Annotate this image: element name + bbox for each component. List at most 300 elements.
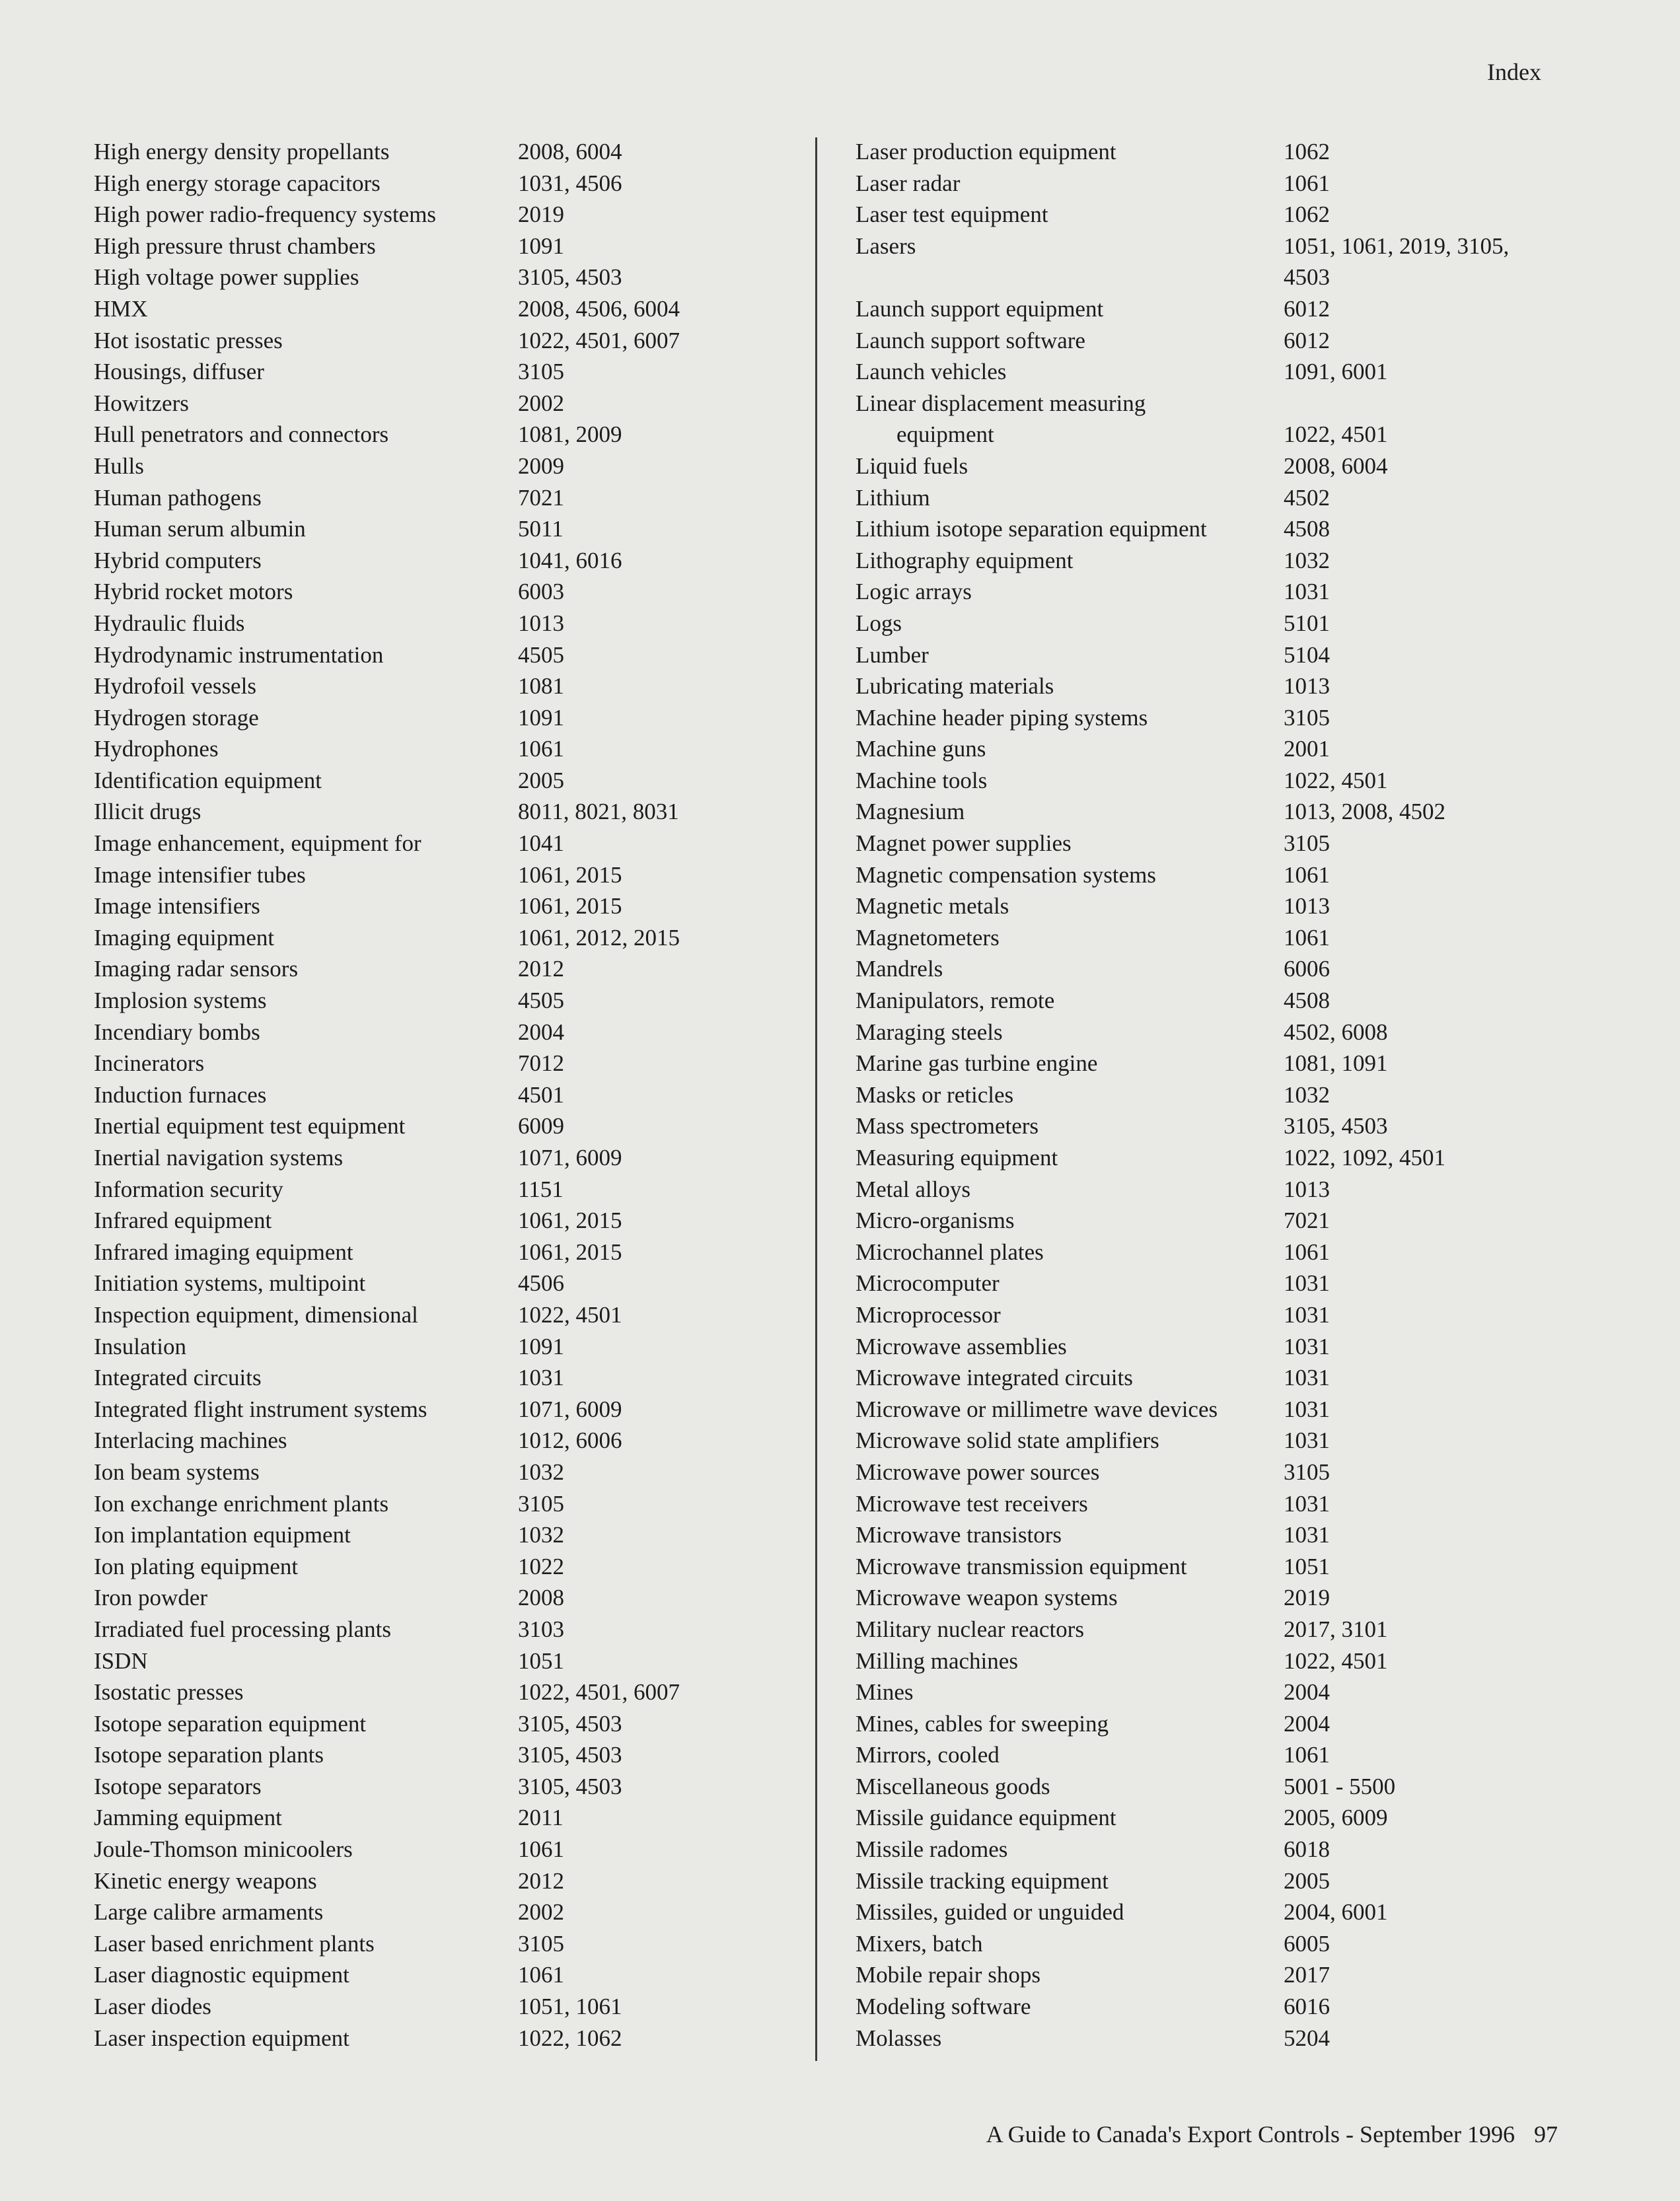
index-term: Microwave power sources <box>856 1459 1100 1485</box>
index-term: Incinerators <box>94 1050 205 1077</box>
index-term: Microwave transistors <box>856 1522 1062 1548</box>
index-codes: 1013 <box>518 610 564 636</box>
index-codes: 1031 <box>1284 1427 1330 1454</box>
index-codes: 1051, 1061 <box>518 1994 622 2020</box>
index-term: Initiation systems, multipoint <box>94 1270 366 1297</box>
index-term: Liquid fuels <box>856 452 968 479</box>
index-codes: 1061 <box>1284 924 1330 951</box>
index-entry <box>94 702 794 734</box>
index-codes: 2008, 6004 <box>1284 452 1388 479</box>
index-codes: 1061 <box>1284 170 1330 196</box>
index-codes: 1061, 2015 <box>518 893 622 920</box>
index-term: Launch support software <box>856 327 1085 353</box>
index-codes: 1032 <box>518 1459 564 1485</box>
index-codes: 1061 <box>518 1836 564 1863</box>
index-term: Iron powder <box>94 1585 208 1611</box>
index-entry <box>856 639 1582 671</box>
index-codes: 3105, 4503 <box>518 1710 622 1737</box>
index-codes: 6018 <box>1284 1836 1330 1863</box>
index-term: Microwave weapon systems <box>856 1585 1118 1611</box>
index-term: Laser diodes <box>94 1994 211 2020</box>
index-entry <box>856 953 1582 985</box>
index-codes: 5011 <box>518 516 564 542</box>
index-codes: 2005 <box>518 767 564 793</box>
index-entry <box>94 168 794 199</box>
index-codes: 1062 <box>1284 139 1330 164</box>
index-codes: 1031 <box>1284 1301 1330 1328</box>
index-codes: 2004 <box>518 1019 564 1045</box>
index-entry <box>856 733 1582 765</box>
index-entry <box>856 1079 1582 1111</box>
index-codes: 1031 <box>1284 1333 1330 1359</box>
index-codes: 1031 <box>1284 579 1330 605</box>
index-term: Machine guns <box>856 736 986 762</box>
index-codes: 3105, 4503 <box>1284 1113 1388 1139</box>
index-entry <box>94 513 794 545</box>
index-entry <box>94 1205 794 1237</box>
index-entry <box>856 670 1582 702</box>
index-entry <box>94 639 794 671</box>
index-term: Ion exchange enrichment plants <box>94 1490 389 1517</box>
index-term: Mirrors, cooled <box>856 1742 1000 1768</box>
index-entry <box>856 1865 1582 1897</box>
index-term: Microwave assemblies <box>856 1333 1067 1359</box>
column-divider <box>815 137 817 2061</box>
index-term: Microwave transmission equipment <box>856 1553 1187 1579</box>
index-codes: 1062 <box>1284 201 1330 228</box>
index-codes: 6006 <box>1284 956 1330 982</box>
index-entry <box>856 1174 1582 1206</box>
index-codes: 2017, 3101 <box>1284 1616 1388 1642</box>
index-entry <box>94 1425 794 1457</box>
index-term: Microwave solid state amplifiers <box>856 1427 1159 1454</box>
index-entry <box>94 1237 794 1268</box>
index-codes: 1013 <box>1284 1176 1330 1202</box>
index-codes: 1061 <box>1284 861 1330 888</box>
index-term: Imaging equipment <box>94 924 275 951</box>
index-entry <box>856 796 1582 828</box>
index-codes: 1051, 1061, 2019, 3105, <box>1284 233 1510 259</box>
index-term: Kinetic energy weapons <box>94 1867 317 1894</box>
index-codes: 4501 <box>518 1081 564 1108</box>
index-entry <box>94 388 794 419</box>
index-codes: 3105 <box>518 1930 564 1957</box>
index-term: Mobile repair shops <box>856 1962 1041 1988</box>
index-term: High pressure thrust chambers <box>94 233 376 259</box>
index-entry <box>856 545 1582 577</box>
index-codes: 3105 <box>518 359 564 385</box>
index-entry <box>94 1739 794 1771</box>
index-term: Image enhancement, equipment for <box>94 830 421 857</box>
index-codes: 1012, 6006 <box>518 1427 622 1454</box>
index-term: Isotope separators <box>94 1773 262 1799</box>
index-term: Hybrid rocket motors <box>94 579 293 605</box>
index-codes: 1031 <box>1284 1396 1330 1422</box>
index-entry <box>94 231 794 262</box>
index-term: Hydrodynamic instrumentation <box>94 641 384 668</box>
index-entry <box>94 1959 794 1991</box>
index-codes: 4502 <box>1284 484 1330 511</box>
index-term: Military nuclear reactors <box>856 1616 1084 1642</box>
index-entry <box>856 356 1582 388</box>
index-entry <box>856 1457 1582 1488</box>
index-codes: 2005 <box>1284 1867 1330 1894</box>
index-term: Interlacing machines <box>94 1427 287 1454</box>
index-entry <box>856 1205 1582 1237</box>
index-codes: 5101 <box>1284 610 1330 636</box>
index-term: Logs <box>856 610 902 636</box>
index-entry <box>94 1174 794 1206</box>
index-entry <box>856 1268 1582 1299</box>
index-term: Laser production equipment <box>856 139 1116 164</box>
index-codes: 1061, 2012, 2015 <box>518 924 680 951</box>
index-entry <box>94 1802 794 1834</box>
index-entry <box>856 1771 1582 1803</box>
index-codes: 6009 <box>518 1113 564 1139</box>
index-term: Measuring equipment <box>856 1145 1058 1171</box>
index-codes: 6003 <box>518 579 564 605</box>
index-entry <box>94 1110 794 1142</box>
index-entry <box>94 1865 794 1897</box>
index-entry <box>856 922 1582 954</box>
index-codes: 3105, 4503 <box>518 1773 622 1799</box>
index-entry <box>856 576 1582 608</box>
index-entry <box>856 513 1582 545</box>
index-term: Mandrels <box>856 956 943 982</box>
index-codes: 1031 <box>1284 1270 1330 1297</box>
index-term: Hydraulic fluids <box>94 610 245 636</box>
index-codes: 1081, 2009 <box>518 421 622 448</box>
index-codes: 1031 <box>1284 1522 1330 1548</box>
index-term: Lumber <box>856 641 929 668</box>
index-term: Mines, cables for sweeping <box>856 1710 1109 1737</box>
index-codes: 1031 <box>1284 1490 1330 1517</box>
running-header: Index <box>1487 59 1541 85</box>
index-term: Magnetic metals <box>856 893 1009 920</box>
index-entry <box>856 1488 1582 1520</box>
index-codes: 5001 - 5500 <box>1284 1773 1396 1799</box>
index-term: Hull penetrators and connectors <box>94 421 389 448</box>
index-entry <box>856 1708 1582 1740</box>
index-column-right <box>856 136 1582 2054</box>
page-footer <box>986 2120 1558 2148</box>
index-entry <box>856 765 1582 797</box>
index-entry <box>94 419 794 451</box>
index-term: Logic arrays <box>856 579 972 605</box>
index-entry <box>94 1394 794 1425</box>
index-term: Jamming equipment <box>94 1805 282 1831</box>
index-entry <box>94 262 794 293</box>
index-term: Machine tools <box>856 767 988 793</box>
index-term: Microcomputer <box>856 1270 1000 1297</box>
index-term: Magnetic compensation systems <box>856 861 1156 888</box>
index-codes: 1022, 4501 <box>1284 1647 1388 1674</box>
index-codes: 3105 <box>518 1490 564 1517</box>
index-term: Miscellaneous goods <box>856 1773 1050 1799</box>
index-term: Irradiated fuel processing plants <box>94 1616 391 1642</box>
index-term: Image intensifier tubes <box>94 861 306 888</box>
index-codes: 1041 <box>518 830 564 857</box>
index-term: Mass spectrometers <box>856 1113 1039 1139</box>
index-term: Implosion systems <box>94 988 267 1014</box>
index-entry <box>856 2023 1582 2054</box>
index-term: Machine header piping systems <box>856 704 1148 731</box>
index-entry <box>856 482 1582 514</box>
index-term: Integrated circuits <box>94 1365 262 1391</box>
index-codes: 6005 <box>1284 1930 1330 1957</box>
index-codes: 2008, 4506, 6004 <box>518 295 680 322</box>
index-codes: 2004 <box>1284 1710 1330 1737</box>
index-entry <box>856 608 1582 639</box>
index-entry <box>94 1142 794 1174</box>
index-entry <box>856 1551 1582 1583</box>
index-codes: 3105 <box>1284 1459 1330 1485</box>
index-codes: 1022, 4501 <box>1284 767 1388 793</box>
index-term: Joule-Thomson minicoolers <box>94 1836 353 1863</box>
index-codes: 3105 <box>1284 830 1330 857</box>
index-entry <box>94 890 794 922</box>
index-term: Mines <box>856 1679 914 1706</box>
index-codes: 2005, 6009 <box>1284 1805 1388 1831</box>
index-entry <box>94 922 794 954</box>
index-term: Magnet power supplies <box>856 830 1072 857</box>
index-entry <box>94 1834 794 1865</box>
index-term: Metal alloys <box>856 1176 970 1202</box>
index-term: Manipulators, remote <box>856 988 1055 1014</box>
index-term: Missiles, guided or unguided <box>856 1899 1124 1926</box>
index-term: Laser inspection equipment <box>94 2025 349 2051</box>
index-entry <box>94 1677 794 1708</box>
index-term: Infrared imaging equipment <box>94 1239 353 1265</box>
index-term: Microwave test receivers <box>856 1490 1088 1517</box>
index-entry <box>856 1142 1582 1174</box>
index-codes: 3105, 4503 <box>518 1742 622 1768</box>
index-term: Image intensifiers <box>94 893 260 920</box>
index-codes: 6016 <box>1284 1994 1330 2020</box>
index-term: Linear displacement measuring <box>856 390 1146 416</box>
index-codes: 1032 <box>518 1522 564 1548</box>
index-entry <box>94 828 794 859</box>
index-codes: 1013 <box>1284 893 1330 920</box>
index-codes: 1071, 6009 <box>518 1145 622 1171</box>
index-term: Integrated flight instrument systems <box>94 1396 427 1422</box>
index-entry <box>94 608 794 639</box>
index-entry <box>856 168 1582 199</box>
index-entry <box>856 985 1582 1017</box>
index-codes: 1091 <box>518 704 564 731</box>
index-codes: 1031 <box>1284 1365 1330 1391</box>
index-codes: 1032 <box>1284 1081 1330 1108</box>
index-entry <box>856 1582 1582 1614</box>
index-term: Isotope separation plants <box>94 1742 324 1768</box>
index-term: Molasses <box>856 2025 942 2051</box>
index-entry <box>856 325 1582 357</box>
index-codes: 2002 <box>518 390 564 416</box>
index-entry <box>856 388 1582 419</box>
index-term: Howitzers <box>94 390 189 416</box>
index-codes: 2009 <box>518 452 564 479</box>
index-term: Laser test equipment <box>856 201 1048 228</box>
index-entry <box>94 1991 794 2023</box>
index-entry <box>94 1299 794 1331</box>
index-entry <box>94 1519 794 1551</box>
index-entry <box>856 262 1582 293</box>
index-entry <box>94 136 794 168</box>
index-codes: 7021 <box>1284 1208 1330 1234</box>
index-entry <box>856 1425 1582 1457</box>
index-entry <box>94 1708 794 1740</box>
index-entry <box>94 451 794 482</box>
index-term: Hydrophones <box>94 736 219 762</box>
index-entry <box>94 670 794 702</box>
index-codes: 4508 <box>1284 988 1330 1014</box>
index-entry <box>94 1457 794 1488</box>
index-entry <box>856 1110 1582 1142</box>
index-codes: 6012 <box>1284 295 1330 322</box>
index-codes: 2008, 6004 <box>518 139 622 164</box>
index-term: Laser radar <box>856 170 961 196</box>
index-codes: 1061 <box>1284 1239 1330 1265</box>
index-codes: 1091, 6001 <box>1284 359 1388 385</box>
index-codes: 1022, 4501, 6007 <box>518 1679 680 1706</box>
index-codes: 7021 <box>518 484 564 511</box>
index-codes: 1151 <box>518 1176 564 1202</box>
footer-title: A Guide to Canada's Export Controls - September 1996 <box>986 2121 1515 2147</box>
index-term: Marine gas turbine engine <box>856 1050 1098 1077</box>
index-term: Hot isostatic presses <box>94 327 283 353</box>
index-term: Inertial equipment test equipment <box>94 1113 406 1139</box>
index-codes: 1051 <box>1284 1553 1330 1579</box>
index-codes: 1061, 2015 <box>518 1208 622 1234</box>
index-codes: 1032 <box>1284 547 1330 573</box>
index-term: High energy storage capacitors <box>94 170 381 196</box>
index-entry <box>856 1739 1582 1771</box>
index-entry <box>94 1614 794 1645</box>
index-term: Missile guidance equipment <box>856 1805 1116 1831</box>
index-term: Ion plating equipment <box>94 1553 299 1579</box>
index-codes: 4506 <box>518 1270 564 1297</box>
index-term: Magnesium <box>856 799 965 825</box>
index-codes: 1031 <box>518 1365 564 1391</box>
index-entry <box>94 1017 794 1048</box>
index-codes: 1031, 4506 <box>518 170 622 196</box>
index-term: HMX <box>94 295 148 322</box>
index-codes: 1022, 4501 <box>518 1301 622 1328</box>
index-codes: 2002 <box>518 1899 564 1926</box>
index-term: Ion beam systems <box>94 1459 260 1485</box>
index-term: Insulation <box>94 1333 186 1359</box>
index-term: Induction furnaces <box>94 1081 267 1108</box>
index-entry <box>94 482 794 514</box>
index-term: Inertial navigation systems <box>94 1145 344 1171</box>
index-term: Mixers, batch <box>856 1930 983 1957</box>
index-term: Laser based enrichment plants <box>94 1930 375 1957</box>
index-term: Lasers <box>856 233 916 259</box>
index-entry <box>94 325 794 357</box>
index-term: Laser diagnostic equipment <box>94 1962 349 1988</box>
index-codes: 1022, 4501 <box>1284 421 1388 448</box>
index-entry <box>856 890 1582 922</box>
index-column-left <box>94 136 794 2054</box>
index-term: Masks or reticles <box>856 1081 1014 1108</box>
index-term: Maraging steels <box>856 1019 1003 1045</box>
index-term: Infrared equipment <box>94 1208 272 1234</box>
index-codes: 7012 <box>518 1050 564 1077</box>
index-codes: 1091 <box>518 233 564 259</box>
index-entry <box>94 733 794 765</box>
index-entry <box>856 702 1582 734</box>
index-entry <box>94 1362 794 1394</box>
index-codes: 1071, 6009 <box>518 1396 622 1422</box>
index-term: Identification equipment <box>94 767 322 793</box>
index-entry <box>856 1677 1582 1708</box>
index-codes: 1061 <box>518 736 564 762</box>
index-entry <box>856 1896 1582 1928</box>
index-entry <box>94 545 794 577</box>
index-term: Lithium <box>856 484 930 511</box>
index-entry <box>856 1802 1582 1834</box>
index-term: Incendiary bombs <box>94 1019 260 1045</box>
index-term: Hydrogen storage <box>94 704 259 731</box>
index-codes: 1022 <box>518 1553 564 1579</box>
index-term: Inspection equipment, dimensional <box>94 1301 418 1328</box>
index-codes: 1061 <box>1284 1742 1330 1768</box>
index-codes: 2011 <box>518 1805 564 1831</box>
index-entry <box>856 1017 1582 1048</box>
index-codes: 1022, 4501, 6007 <box>518 327 680 353</box>
index-entry <box>94 859 794 891</box>
index-codes: 4508 <box>1284 516 1330 542</box>
index-entry <box>856 231 1582 262</box>
index-entry <box>94 1582 794 1614</box>
index-term: Imaging radar sensors <box>94 956 299 982</box>
index-entry <box>94 1645 794 1677</box>
index-codes: 1061 <box>518 1962 564 1988</box>
index-codes: 2004 <box>1284 1679 1330 1706</box>
index-codes: 5104 <box>1284 641 1330 668</box>
index-term: Human serum albumin <box>94 516 306 542</box>
index-term: Housings, diffuser <box>94 359 264 385</box>
index-codes: 1081 <box>518 673 564 700</box>
index-codes: 1041, 6016 <box>518 547 622 573</box>
index-term: Human pathogens <box>94 484 262 511</box>
index-entry <box>94 576 794 608</box>
index-entry <box>856 1614 1582 1645</box>
index-term: Missile radomes <box>856 1836 1008 1863</box>
index-entry <box>94 1488 794 1520</box>
index-codes: 5204 <box>1284 2025 1330 2051</box>
index-entry <box>94 953 794 985</box>
index-term: Microprocessor <box>856 1301 1001 1328</box>
index-entry <box>856 828 1582 859</box>
index-codes: 1022, 1092, 4501 <box>1284 1145 1445 1171</box>
index-term: Illicit drugs <box>94 799 201 825</box>
index-term: Lubricating materials <box>856 673 1054 700</box>
index-codes: 6012 <box>1284 327 1330 353</box>
index-codes: 8011, 8021, 8031 <box>518 799 679 825</box>
index-term: Hydrofoil vessels <box>94 673 256 700</box>
index-entry <box>856 136 1582 168</box>
index-codes: 2019 <box>1284 1585 1330 1611</box>
index-entry <box>94 356 794 388</box>
index-codes: 2008 <box>518 1585 564 1611</box>
index-term: Micro-organisms <box>856 1208 1015 1234</box>
index-term: Launch vehicles <box>856 359 1007 385</box>
index-codes: 1061, 2015 <box>518 1239 622 1265</box>
index-entry <box>856 1928 1582 1960</box>
index-codes: 1051 <box>518 1647 564 1674</box>
index-term: Lithium isotope separation equipment <box>856 516 1207 542</box>
